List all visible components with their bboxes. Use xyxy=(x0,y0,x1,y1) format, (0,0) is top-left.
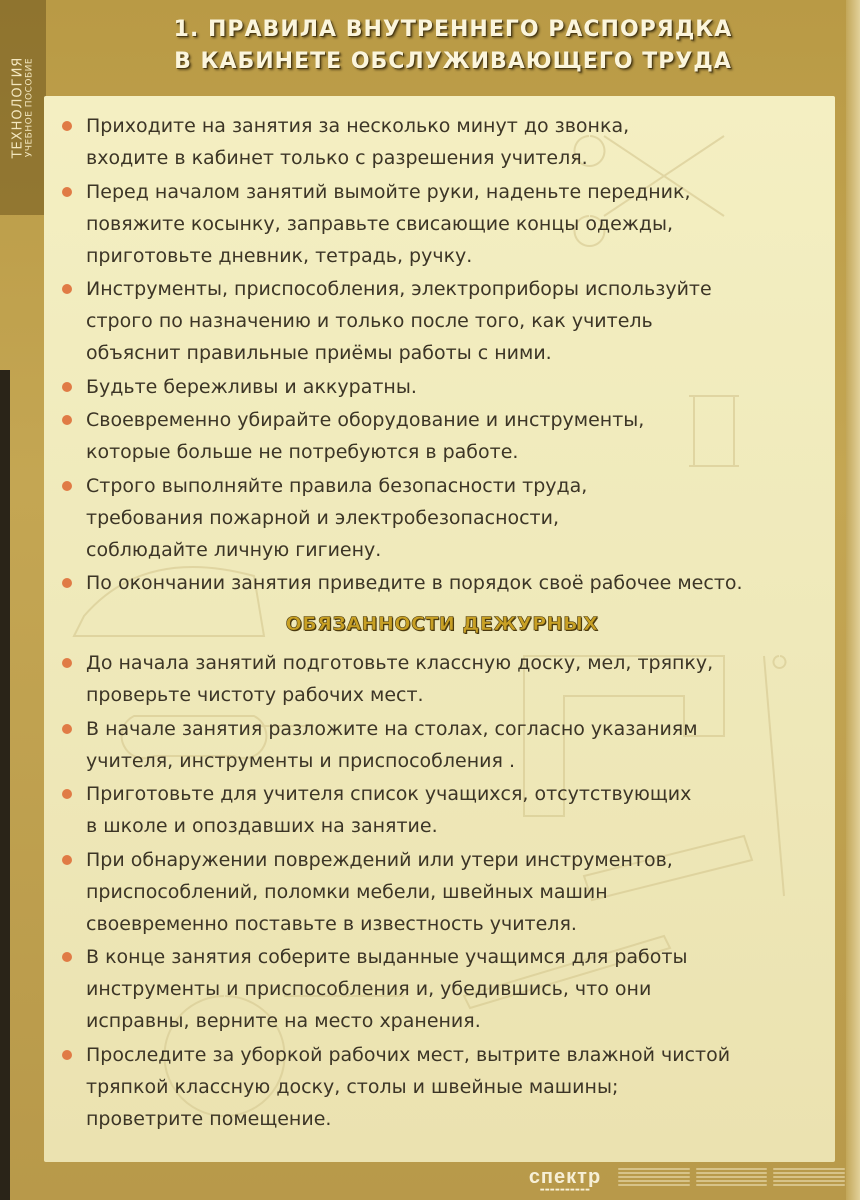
rule-line: которые больше не потребуются в работе. xyxy=(86,441,519,463)
rule-item xyxy=(62,567,822,599)
duty-item xyxy=(62,713,822,777)
duty-line: Проследите за уборкой рабочих мест, вытрите влажной чистой xyxy=(86,1043,731,1066)
publisher-logo xyxy=(520,1165,610,1195)
duty-line: приспособлений, поломки мебели, швейных машин xyxy=(86,880,608,903)
bullet-icon xyxy=(62,952,72,962)
bullet-icon xyxy=(62,121,72,131)
duty-item xyxy=(62,647,822,711)
duties-heading: ОБЯЗАННОСТИ ДЕЖУРНЫХ xyxy=(285,613,599,635)
bullet-icon xyxy=(62,382,72,392)
duty-item xyxy=(62,844,822,940)
fine-print-column xyxy=(696,1165,768,1186)
brand-name: спектр xyxy=(528,1166,602,1188)
duty-line: инструменты и приспособления и, убедившись, что они xyxy=(86,978,652,1000)
duty-line: исправны, верните на место хранения. xyxy=(86,1010,481,1032)
publisher-footer xyxy=(520,1165,845,1200)
duty-item xyxy=(62,1039,822,1135)
duty-line: В начале занятия разложите на столах, согласно указаниям xyxy=(86,717,698,740)
side-series-label xyxy=(0,0,46,215)
rules-content xyxy=(62,110,822,1136)
right-edge-highlight xyxy=(846,0,860,1200)
bullet-icon xyxy=(62,415,72,425)
side-label-subtitle: УЧЕБНОЕ ПОСОБИЕ xyxy=(24,57,35,158)
duty-line: своевременно поставьте в известность учителя. xyxy=(86,912,577,935)
duty-line: Приготовьте для учителя список учащихся, отсутствующих xyxy=(86,783,692,805)
rule-line: Строго выполняйте правила безопасности труда, xyxy=(86,474,588,497)
rule-line: Своевременно убирайте оборудование и инструменты, xyxy=(86,409,645,431)
duty-line: в школе и опоздавших на занятие. xyxy=(86,815,438,837)
duty-item xyxy=(62,778,822,842)
bullet-icon xyxy=(62,284,72,294)
duties-list xyxy=(62,647,822,1135)
bullet-icon xyxy=(62,481,72,491)
rule-line: требования пожарной и электробезопасности, xyxy=(86,506,560,529)
fine-print-column xyxy=(773,1165,845,1186)
rule-line: строго по назначению и только после того, как учитель xyxy=(86,310,653,332)
duty-line: проветрите помещение. xyxy=(86,1107,332,1130)
title-line-1: 1. ПРАВИЛА ВНУТРЕННЕГО РАСПОРЯДКА xyxy=(173,17,733,42)
rule-item xyxy=(62,470,822,566)
rule-line: повяжите косынку, заправьте свисающие концы одежды, xyxy=(86,212,674,235)
duty-line: До начала занятий подготовьте классную доску, мел, тряпку, xyxy=(86,652,714,674)
bullet-icon xyxy=(62,578,72,588)
rules-list xyxy=(62,110,822,599)
brand-tagline-mark: ▬▬▬▬▬▬▬▬▬▬ xyxy=(539,1187,591,1193)
bullet-icon xyxy=(62,789,72,799)
publisher-fine-print xyxy=(618,1165,845,1186)
duty-line: При обнаружении повреждений или утери инструментов, xyxy=(86,848,673,871)
duty-line: тряпкой классную доску, столы и швейные машины; xyxy=(86,1075,619,1098)
page-title xyxy=(60,14,846,94)
rule-item xyxy=(62,371,822,403)
rule-item xyxy=(62,176,822,272)
bullet-icon xyxy=(62,724,72,734)
rule-item xyxy=(62,404,822,468)
rule-line: приготовьте дневник, тетрадь, ручку. xyxy=(86,244,473,267)
rule-line: Будьте бережливы и аккуратны. xyxy=(86,375,417,398)
rule-line: Перед началом занятий вымойте руки, наденьте передник, xyxy=(86,180,691,203)
fine-print-column xyxy=(618,1165,690,1186)
rule-item xyxy=(62,110,822,174)
rule-line: объяснит правильные приёмы работы с ними. xyxy=(86,342,552,364)
title-line-2: В КАБИНЕТЕ ОБСЛУЖИВАЮЩЕГО ТРУДА xyxy=(174,49,732,74)
content-panel xyxy=(44,96,835,1162)
duty-line: В конце занятия соберите выданные учащимся для работы xyxy=(86,946,688,968)
duty-line: учителя, инструменты и приспособления . xyxy=(86,749,515,772)
rule-line: Приходите на занятия за несколько минут до звонка, xyxy=(86,115,630,137)
duty-item xyxy=(62,941,822,1037)
rule-line: По окончании занятия приведите в порядок своё рабочее место. xyxy=(86,572,743,594)
left-edge-shadow xyxy=(0,370,10,1200)
bullet-icon xyxy=(62,1050,72,1060)
bullet-icon xyxy=(62,855,72,865)
side-label-title: ТЕХНОЛОГИЯ xyxy=(10,56,26,159)
bullet-icon xyxy=(62,187,72,197)
bullet-icon xyxy=(62,658,72,668)
rule-line: соблюдайте личную гигиену. xyxy=(86,538,382,561)
rule-line: входите в кабинет только с разрешения учителя. xyxy=(86,147,588,169)
duty-line: проверьте чистоту рабочих мест. xyxy=(86,684,424,706)
rule-line: Инструменты, приспособления, электроприборы используйте xyxy=(86,278,712,300)
rule-item xyxy=(62,273,822,369)
